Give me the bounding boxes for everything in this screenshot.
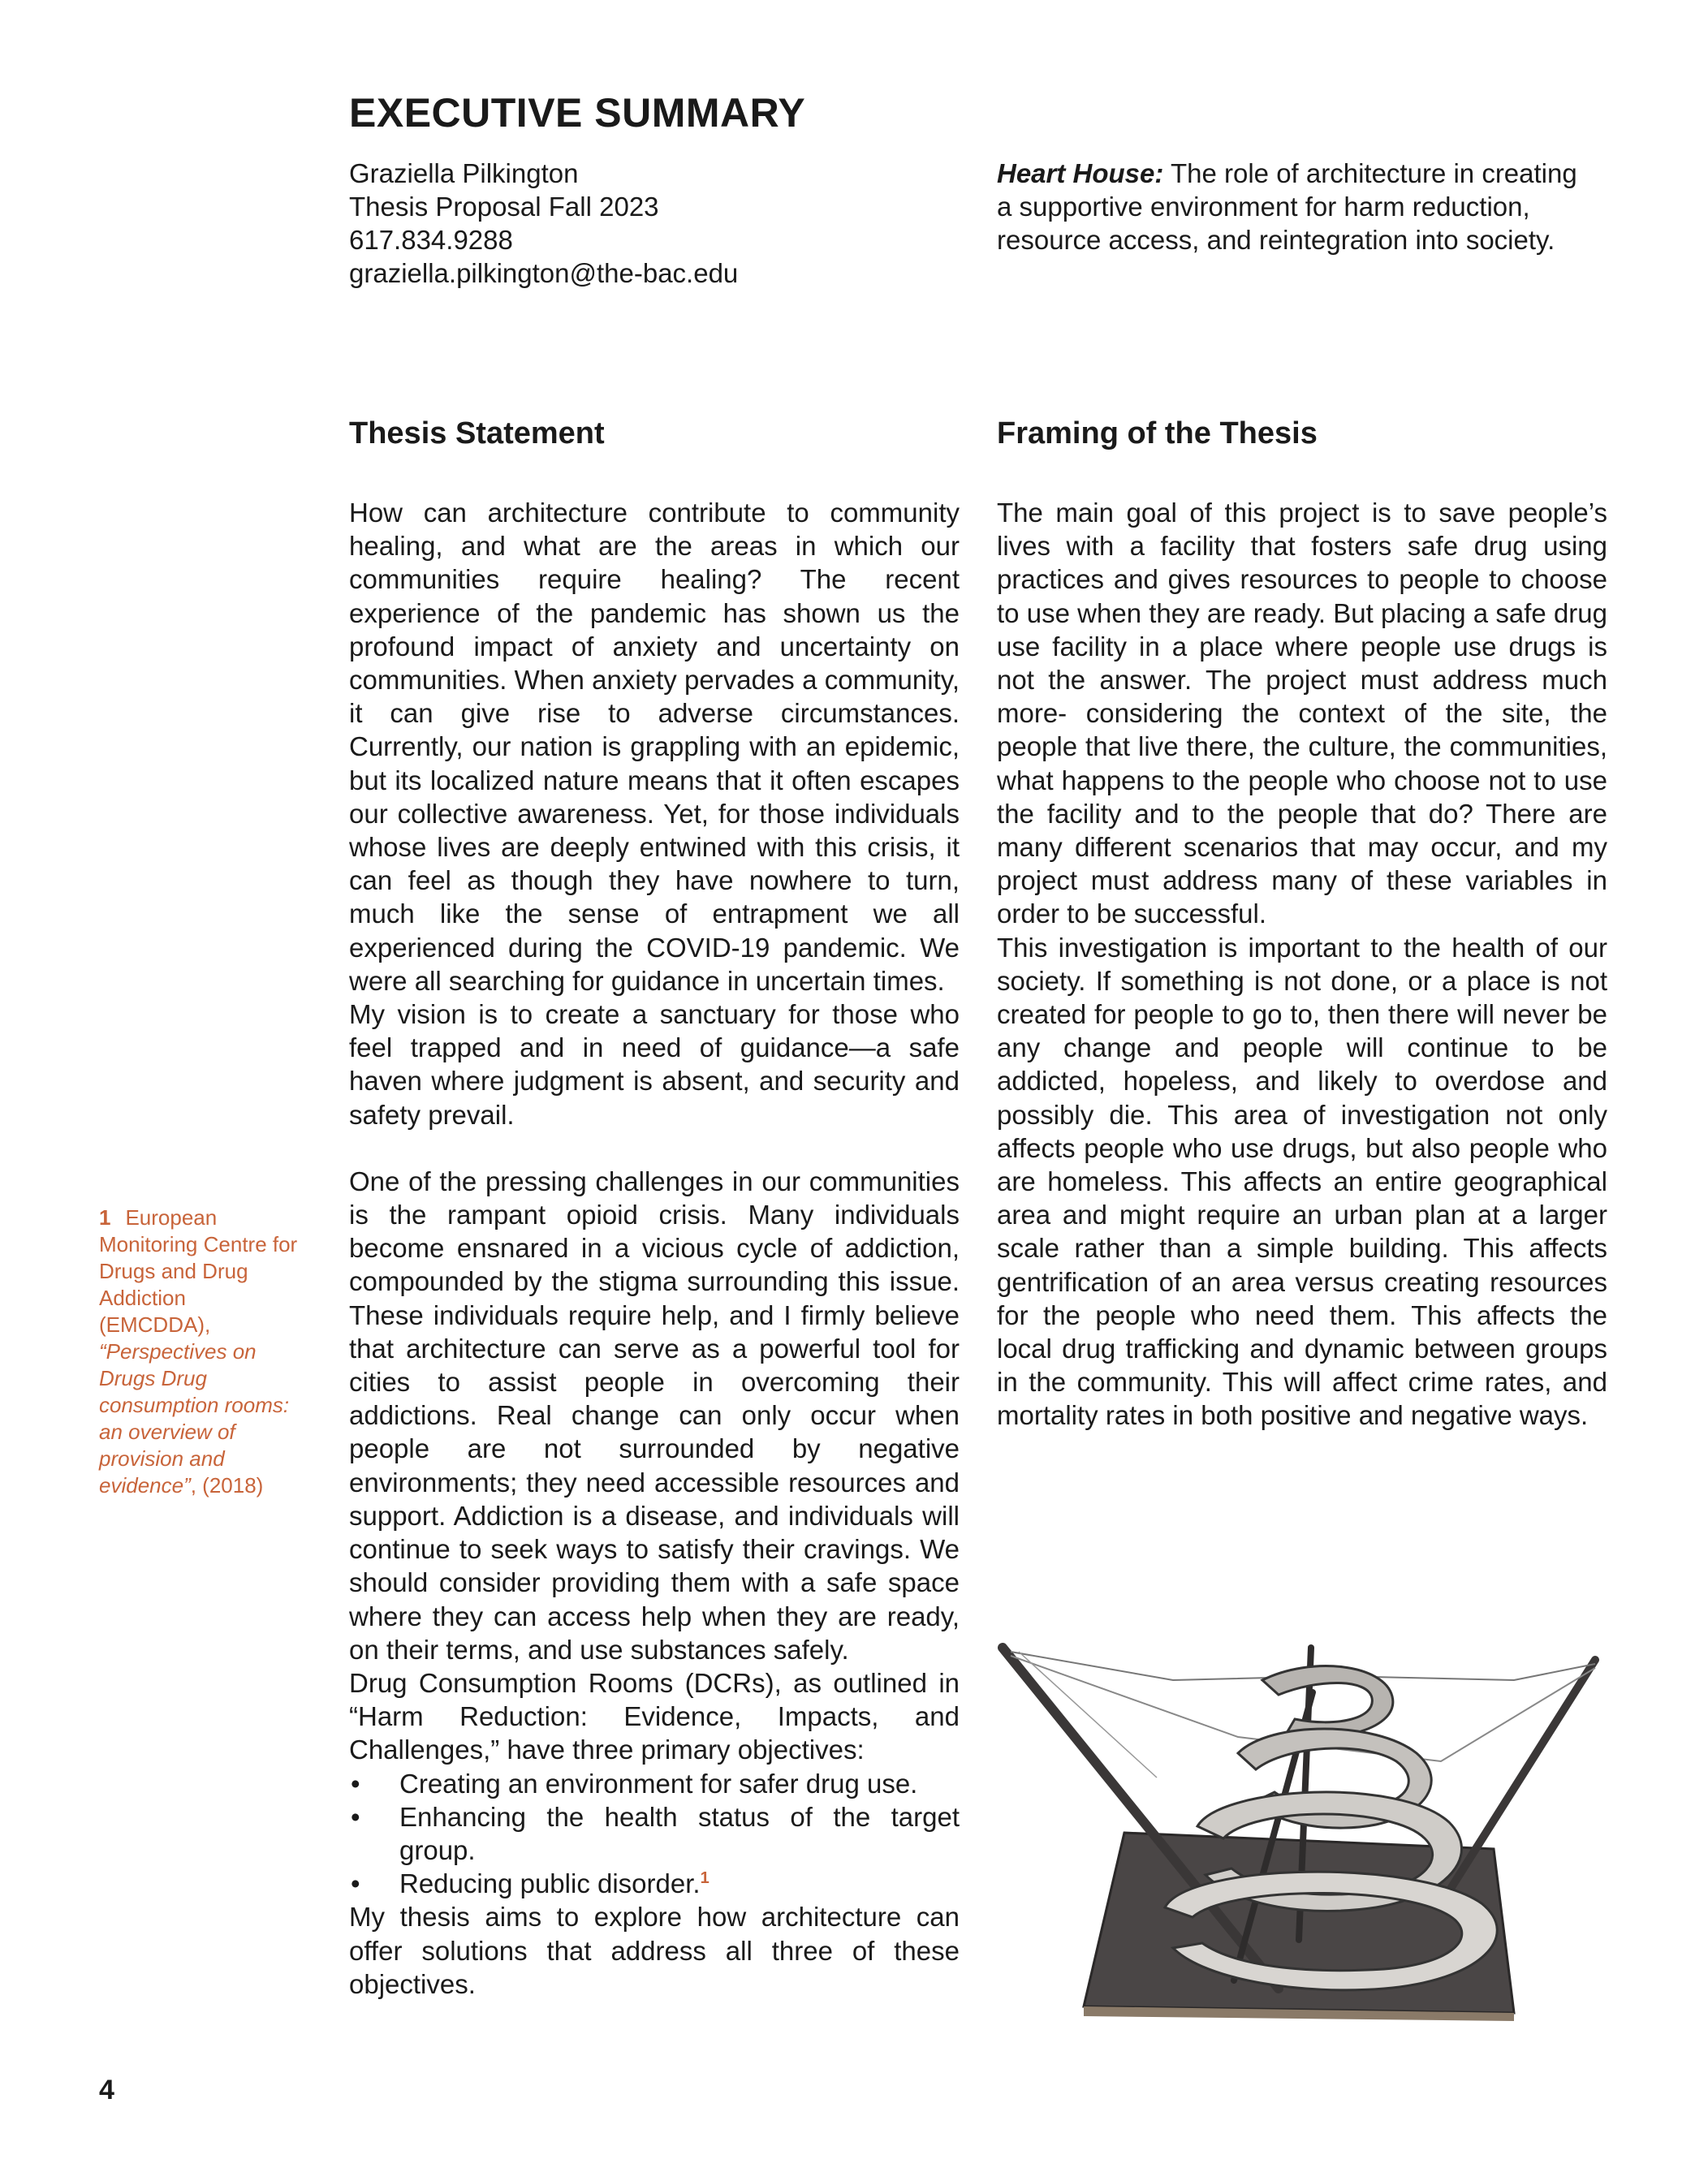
objective-text: Enhancing the health status of the target group. — [399, 1801, 960, 1865]
framing-body — [997, 496, 1607, 1433]
thesis-paragraph-5: My thesis aims to explore how architecture can offer solutions that address all three of these objectives. — [349, 1902, 960, 1999]
thesis-paragraph-4: Drug Consumption Rooms (DCRs), as outlined in “Harm Reduction: Evidence, Impacts, and Challenges,” have three primary objectives: — [349, 1667, 960, 1765]
objective-text: Reducing public disorder. — [399, 1868, 701, 1899]
page-title: EXECUTIVE SUMMARY — [349, 90, 806, 136]
list-item — [349, 1867, 960, 1900]
footnote-number: 1 — [99, 1205, 111, 1230]
proposal-term: Thesis Proposal Fall 2023 — [349, 192, 659, 222]
author-contact-block — [349, 157, 901, 290]
footnote-reference[interactable]: 1 — [700, 1869, 710, 1888]
bullet-icon: • — [351, 1868, 360, 1899]
phone-number: 617.834.9288 — [349, 225, 513, 255]
footnote-text: European Monitoring Centre for Drugs and Drug Addiction (EMCDDA), — [99, 1205, 298, 1337]
bullet-icon: • — [351, 1768, 360, 1799]
framing-heading: Framing of the Thesis — [997, 416, 1318, 450]
thesis-paragraph-1: How can architecture contribute to community healing, and what are the areas in which our communities require healing? The recent experience of the pandemic has shown us the profound impact of anxiety and uncertainty on communities. When anxiety pervades a community, it can give rise to adverse circumstances. Currently, our nation is grappling with an epidemic, but its localized nature means that it often escapes our collective awareness. Yet, for those individuals whose lives are deeply entwined with this crisis, it can feel as though they have nowhere to turn, much like the sense of entrapment we all experienced during the COVID-19 pandemic. We were all searching for guidance in uncertain times. — [349, 498, 960, 996]
thesis-paragraph-2: My vision is to create a sanctuary for those who feel trapped and in need of guidance—a safe haven where judgment is absent, and security and safety prevail. — [349, 999, 960, 1130]
author-name: Graziella Pilkington — [349, 158, 579, 188]
project-name: Heart House: — [997, 158, 1164, 188]
bullet-icon: • — [351, 1801, 360, 1832]
list-item — [349, 1767, 960, 1800]
footnote-title: “Perspectives on Drugs Drug consumption rooms: an overview of provision and evidence” — [99, 1339, 290, 1498]
framing-paragraph-1: The main goal of this project is to save people’s lives with a facility that fosters safe drug using practices and gives resources to people to choose to use when they are ready. But placing a safe drug use facility in a place where people use drugs is not the answer. The project must address much more- considering the context of the site, the people that live there, the culture, the communities, what happens to the people who choose not to use the facility and to the people that do? There are many different scenarios that may occur, and my project must address many of these variables in order to be successful. — [997, 498, 1607, 929]
architectural-model-image — [994, 1631, 1611, 2021]
footnote — [99, 1205, 302, 1499]
thesis-paragraph-3: One of the pressing challenges in our communities is the rampant opioid crisis. Many individuals become ensnared in a vicious cycle of addiction, compounded by the stigma surrounding this issue. These individuals require help, and I firmly believe that architecture can serve as a powerful tool for cities to assist people in overcoming their addictions. Real change can only occur when people are not surrounded by negative environments; they need accessible resources and support. Addiction is a disease, and individuals will continue to seek ways to satisfy their cravings. We should consider providing them with a safe space where they can access help when they are ready, on their terms, and use substances safely. — [349, 1166, 960, 1665]
email-address[interactable]: graziella.pilkington@the-bac.edu — [349, 258, 739, 288]
list-item — [349, 1800, 960, 1867]
framing-paragraph-2: This investigation is important to the health of our society. If something is not done, or a place is not created for people to go to, then there will never be any change and people will continue to be addicted, hopeless, and likely to overdose and possibly die. This area of investigation not only affects people who use drugs, but also people who are homeless. This affects an entire geographical area and might require an urban plan at a larger scale rather than a simple building. This affects gentrification of an area versus creating resources for the people who need them. This affects the local drug trafficking and dynamic between groups in the community. This will affect crime rates, and mortality rates in both positive and negative ways. — [997, 932, 1607, 1431]
objectives-list — [349, 1767, 960, 1901]
project-title-block — [997, 157, 1598, 256]
footnote-year: , (2018) — [190, 1473, 264, 1498]
thesis-statement-body — [349, 496, 960, 2001]
project-description: The role of architecture in creating a supportive environment for harm reduction, resource access, and reintegration into society. — [997, 158, 1577, 255]
objective-text: Creating an environment for safer drug use. — [399, 1768, 918, 1799]
page-number: 4 — [99, 2075, 114, 2105]
thesis-statement-heading: Thesis Statement — [349, 416, 605, 450]
